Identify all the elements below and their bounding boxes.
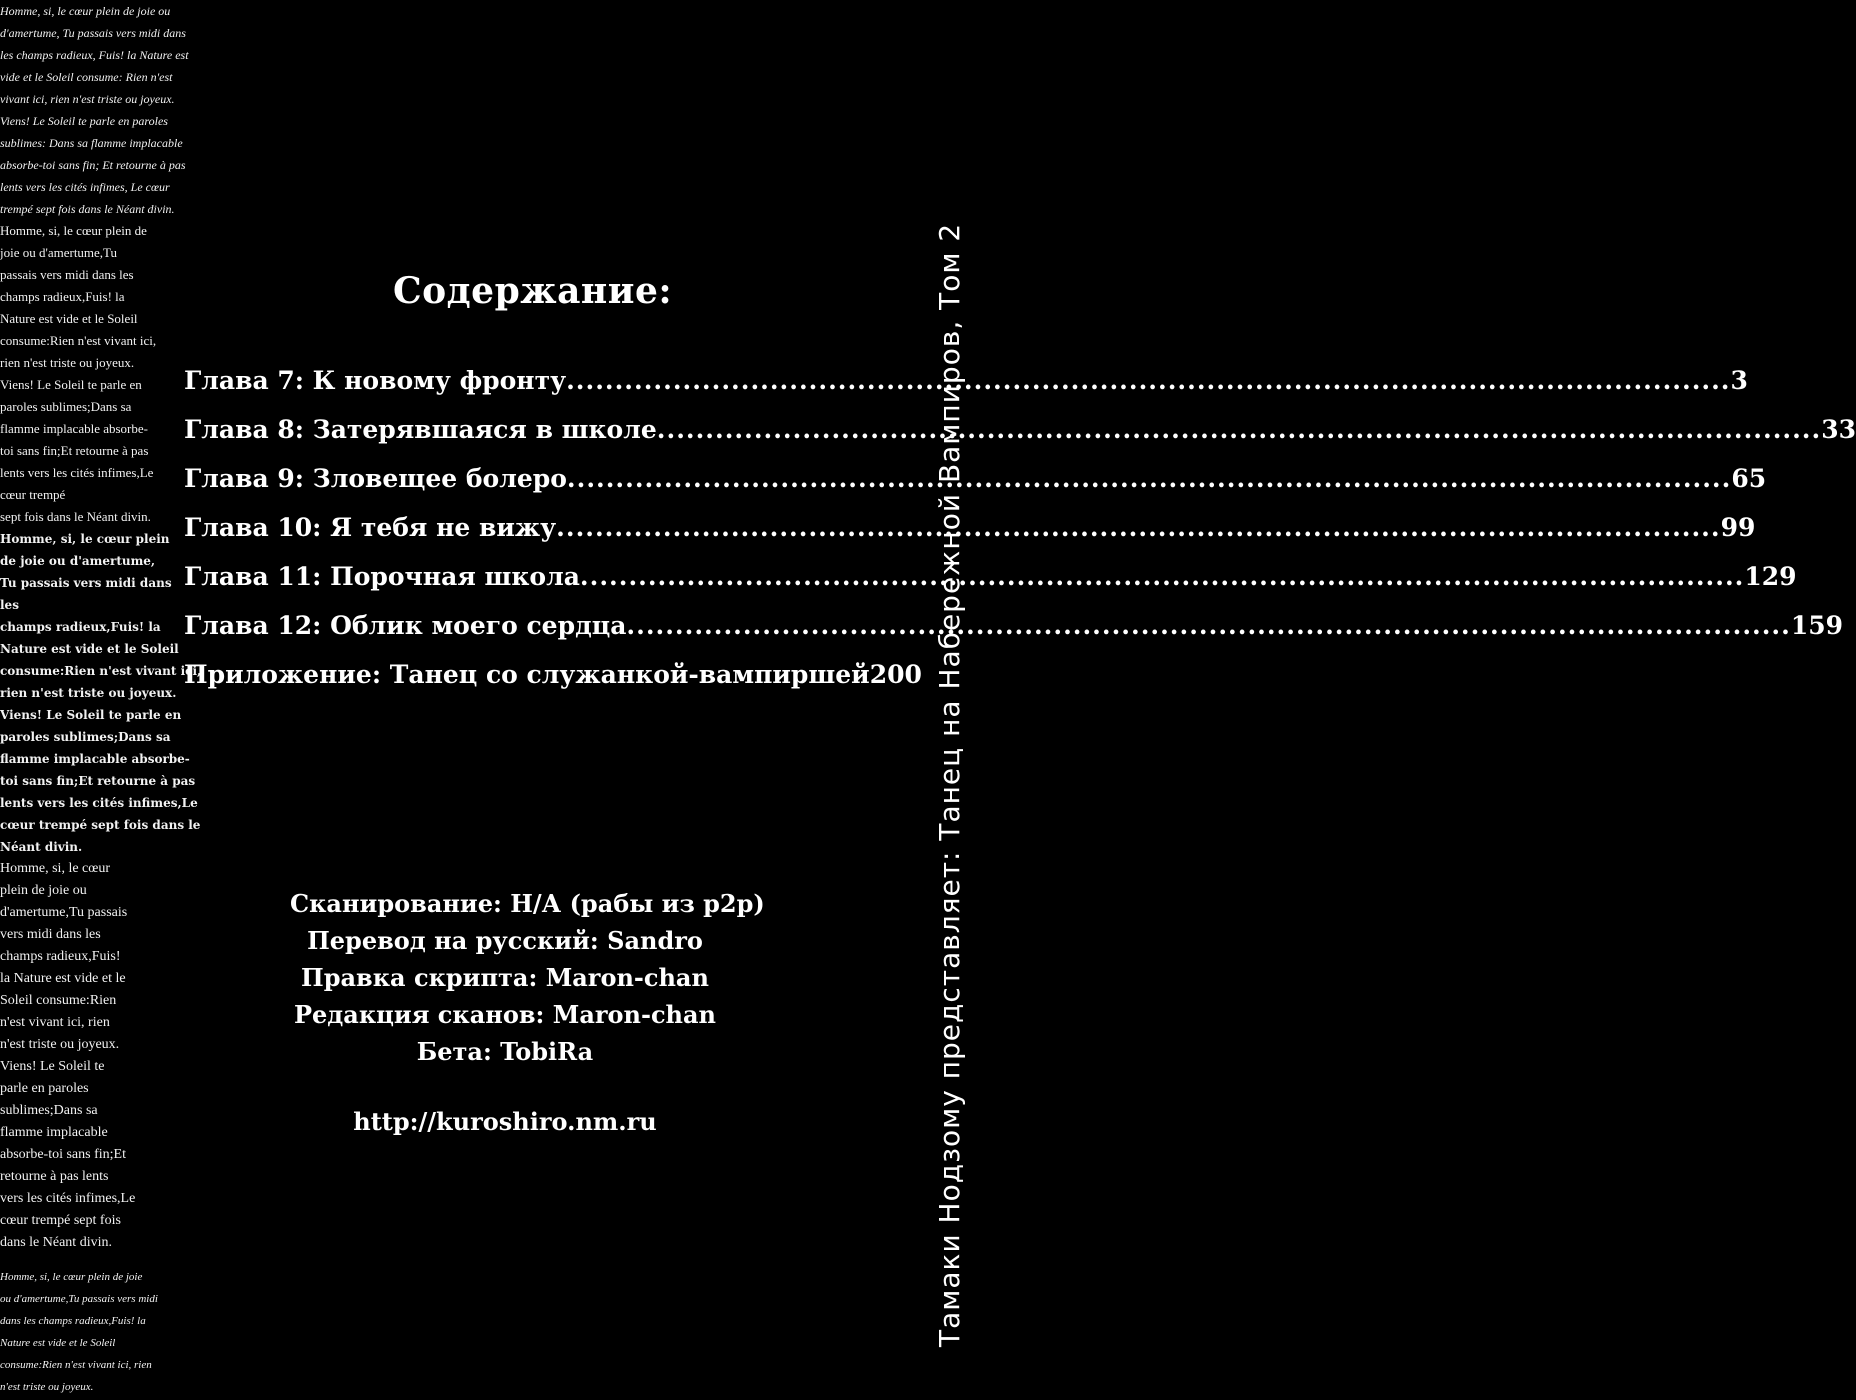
poem-line: Viens! Le Soleil te parle en paroles <box>0 114 168 128</box>
toc-entry <box>184 464 1767 504</box>
poem-line: consume:Rien n'est vivant ici, <box>0 333 157 348</box>
toc-leader-dots: ........................................................................................................................ <box>566 464 1732 493</box>
toc-entry-page: 129 <box>1744 562 1797 591</box>
poem-line: lents vers les cités infimes, Le cœur <box>0 180 170 194</box>
toc-entry-page: 3 <box>1730 366 1748 395</box>
poem-line: flamme implacable <box>0 1125 108 1140</box>
poem-line: Viens! Le Soleil te <box>0 1059 105 1074</box>
poem-line: d'amertume, Tu passais vers midi dans <box>0 26 186 40</box>
vertical-series-title: Тамаки Нодзому представляет: Танец на Набережной Вампиров, Том 2 <box>933 222 966 1347</box>
poem-line: sublimes: Dans sa flamme implacable <box>0 136 183 150</box>
poem-line: cœur trempé sept fois <box>0 1213 121 1228</box>
toc-entry-page: 65 <box>1731 464 1767 493</box>
poem-line: flamme implacable absorbe- <box>0 752 190 766</box>
poem-line: rien n'est triste ou joyeux. <box>0 686 177 700</box>
poem-line: toi sans fin;Et retourne à pas <box>0 443 149 458</box>
poem-line: Homme, si, le cœur <box>0 861 111 876</box>
poem-line: Homme, si, le cœur plein de <box>0 223 147 238</box>
toc-entry-label: Глава 11: Порочная школа <box>184 562 580 591</box>
poem-line: ou d'amertume,Tu passais vers midi <box>0 1293 158 1305</box>
poem-line: sept fois dans le Néant divin. <box>0 509 151 524</box>
poem-line: joie ou d'amertume,Tu <box>0 245 118 260</box>
poem-line: vers midi dans les <box>0 927 101 942</box>
poem-line: absorbe-toi sans fin;Et <box>0 1147 126 1162</box>
toc-entry <box>184 415 1856 455</box>
poem-line: dans le Néant divin. <box>0 1235 112 1250</box>
poem-line: vers les cités infimes,Le <box>0 1191 136 1206</box>
poem-line: dans les champs radieux,Fuis! la <box>0 1315 146 1327</box>
toc-entry-page: 159 <box>1790 611 1844 640</box>
poem-line: paroles sublimes;Dans sa <box>0 399 132 414</box>
toc-leader-dots: ........................................................................................................................ <box>556 513 1721 542</box>
poem-line: Tu passais vers midi dans <box>0 576 172 590</box>
poem-line: vivant ici, rien n'est triste ou joyeux. <box>0 92 175 106</box>
poem-line: Soleil consume:Rien <box>0 993 117 1008</box>
toc-entry <box>184 366 1748 406</box>
toc-entry-page: 33 <box>1821 415 1856 444</box>
poem-line: Nature est vide et le Soleil <box>0 1337 116 1349</box>
poem-line: vide et le Soleil consume: Rien n'est <box>0 70 173 84</box>
poem-line: n'est vivant ici, rien <box>0 1015 110 1030</box>
poem-line: consume:Rien n'est vivant ici, rien <box>0 1359 152 1371</box>
toc-entry <box>184 611 1844 651</box>
credit-translation: Перевод на русский: Sandro <box>307 926 703 955</box>
poem-line: Nature est vide et le Soleil <box>0 311 138 326</box>
poem-line: consume:Rien n'est vivant ici, <box>0 664 202 678</box>
poem-line: les champs radieux, Fuis! la Nature est <box>0 48 189 62</box>
poem-line: lents vers les cités infimes,Le <box>0 796 198 810</box>
poem-line: Néant divin. <box>0 840 83 854</box>
toc-entry <box>184 562 1797 602</box>
poem-line: Nature est vide et le Soleil <box>0 642 179 656</box>
poem-line: trempé sept fois dans le Néant divin. <box>0 202 175 216</box>
poem-line: absorbe-toi sans fin; Et retourne à pas <box>0 158 186 172</box>
poem-line: champs radieux,Fuis! la <box>0 620 161 634</box>
page-title: Содержание: <box>393 270 673 312</box>
poem-line: parle en paroles <box>0 1081 89 1096</box>
toc-entry-label: Глава 12: Облик моего сердца <box>184 611 627 640</box>
poem-line: n'est triste ou joyeux. <box>0 1381 94 1393</box>
poem-line: retourne à pas lents <box>0 1169 109 1184</box>
poem-line: Viens! Le Soleil te parle en <box>0 708 182 722</box>
poem-line: d'amertume,Tu passais <box>0 905 128 920</box>
poem-line: Viens! Le Soleil te parle en <box>0 377 142 392</box>
poem-line: champs radieux,Fuis! <box>0 949 121 964</box>
toc-entry-page: 200 <box>869 660 922 689</box>
poem-line: les <box>0 598 19 612</box>
poem-line: champs radieux,Fuis! la <box>0 289 125 304</box>
toc-leader-dots: ........................................................................................................................ <box>579 562 1745 591</box>
poem-line: flamme implacable absorbe- <box>0 421 148 436</box>
credit-scan: Сканирование: Н/А (рабы из p2p) <box>290 889 765 918</box>
toc-entry-label: Глава 8: Затерявшаяся в школе <box>184 415 657 444</box>
toc-entry-label: Приложение: Танец со служанкой-вампиршей <box>184 660 870 689</box>
poem-line: sublimes;Dans sa <box>0 1103 98 1118</box>
poem-line: Homme, si, le cœur plein de joie <box>0 1271 143 1283</box>
poem-line: cœur trempé <box>0 487 66 502</box>
toc-entry-label: Глава 7: К новому фронту <box>184 366 567 395</box>
credit-beta: Бета: TobiRa <box>416 1037 594 1066</box>
poem-line: passais vers midi dans les <box>0 267 134 282</box>
poem-line: Homme, si, le cœur plein <box>0 532 170 546</box>
credit-script-edit: Правка скрипта: Maron-chan <box>301 963 709 992</box>
toc-leader-dots: ........................................................................................................................ <box>656 415 1822 444</box>
credits-block <box>290 885 765 1070</box>
background-poem-strip <box>0 0 202 1400</box>
toc-entry-label: Глава 9: Зловещее болеро <box>184 464 567 493</box>
poem-line: Homme, si, le cœur plein de joie ou <box>0 4 171 18</box>
poem-line: rien n'est triste ou joyeux. <box>0 355 135 370</box>
poem-line: paroles sublimes;Dans sa <box>0 730 171 744</box>
toc-leader-dots: ........................................................................................................................ <box>566 366 1731 395</box>
poem-line: cœur trempé sept fois dans le <box>0 818 201 832</box>
poem-line: plein de joie ou <box>0 883 87 898</box>
poem-line: toi sans fin;Et retourne à pas <box>0 774 196 788</box>
toc-entry-page: 99 <box>1720 513 1756 542</box>
website-link[interactable]: http://kuroshiro.nm.ru <box>353 1107 657 1136</box>
poem-line: la Nature est vide et le <box>0 971 126 986</box>
toc-entry-label: Глава 10: Я тебя не вижу <box>184 513 557 542</box>
poem-line: lents vers les cités infimes,Le <box>0 465 154 480</box>
toc-entry <box>184 660 922 700</box>
toc-leader-dots: ........................................................................................................................ <box>626 611 1791 640</box>
poem-line: n'est triste ou joyeux. <box>0 1037 120 1052</box>
credit-scan-edit: Редакция сканов: Maron-chan <box>293 1000 716 1029</box>
poem-line: de joie ou d'amertume, <box>0 554 156 568</box>
toc-entry <box>184 513 1756 553</box>
